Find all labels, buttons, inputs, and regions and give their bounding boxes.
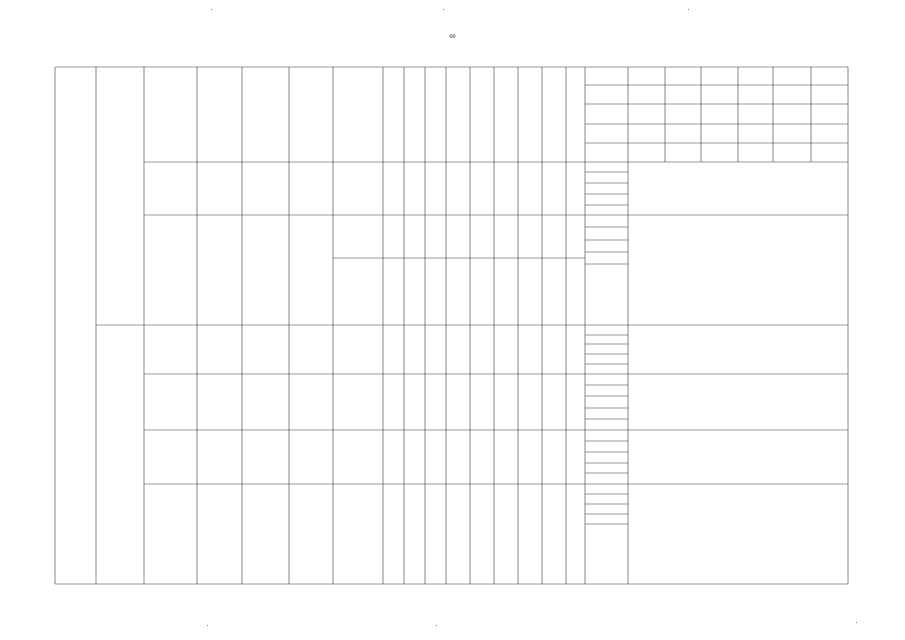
table-grid bbox=[55, 67, 848, 584]
page-number: 60 bbox=[449, 34, 456, 40]
